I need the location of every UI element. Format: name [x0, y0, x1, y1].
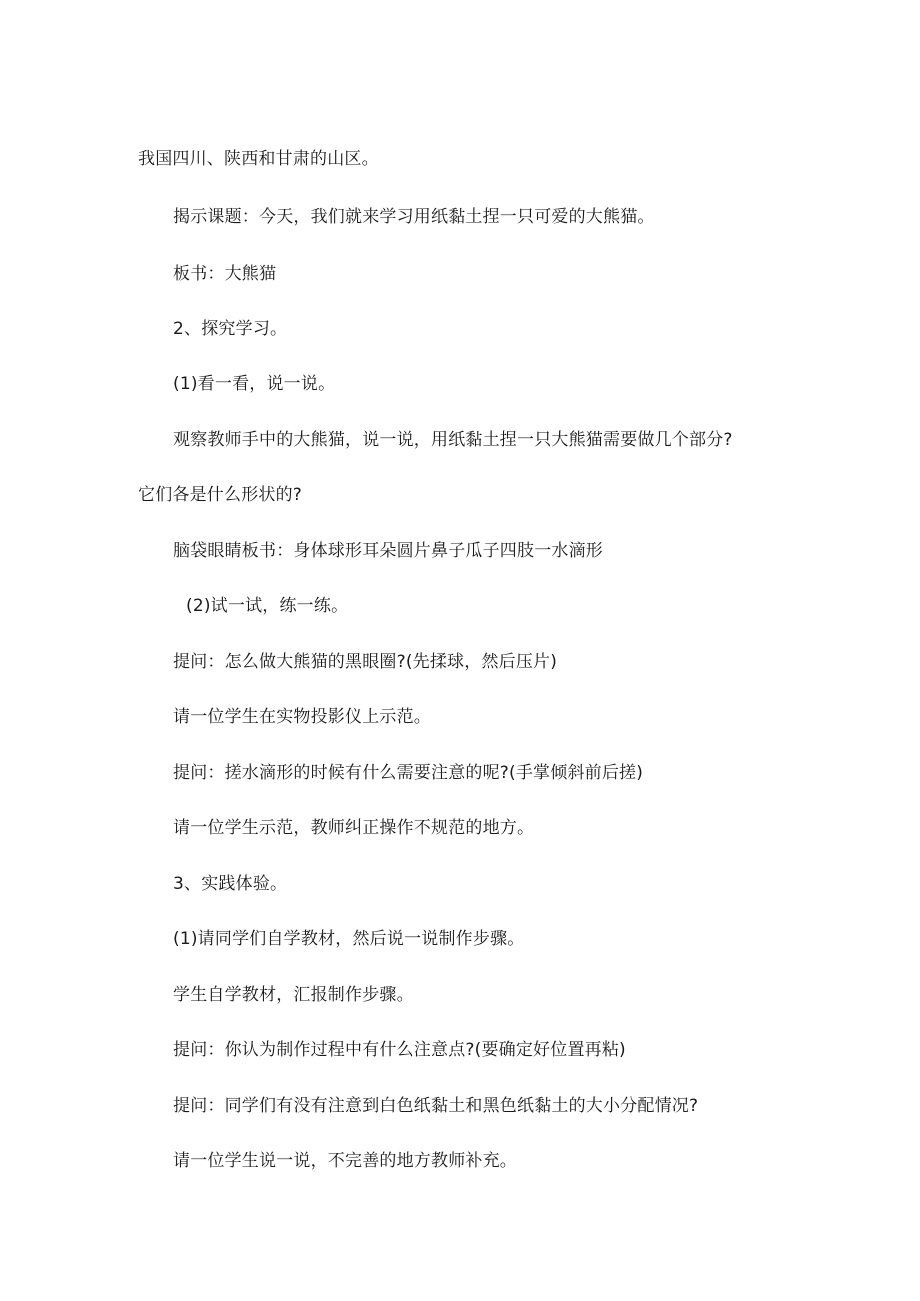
paragraph-blackboard-title: 板书：大熊猫 [173, 264, 277, 284]
subheading-look-and-say: (1)看一看，说一说。 [173, 374, 336, 394]
paragraph-students-report-steps: 学生自学教材，汇报制作步骤。 [173, 985, 414, 1005]
paragraph-question-eye-circle: 提问：怎么做大熊猫的黑眼圈?(先揉球，然后压片) [173, 652, 558, 672]
paragraph-continuation-region: 我国四川、陕西和甘肃的山区。 [138, 149, 379, 169]
paragraph-question-attention: 提问：你认为制作过程中有什么注意点?(要确定好位置再粘) [173, 1040, 626, 1060]
paragraph-reveal-topic: 揭示课题：今天，我们就来学习用纸黏土捏一只可爱的大熊猫。 [173, 207, 655, 227]
section-heading-explore: 2、探究学习。 [173, 319, 288, 339]
section-heading-practice: 3、实践体验。 [173, 874, 288, 894]
subheading-try-and-practice: (2)试一试，练一练。 [186, 596, 349, 616]
paragraph-student-demo-correct: 请一位学生示范，教师纠正操作不规范的地方。 [173, 818, 535, 838]
paragraph-observe-panda: 观察教师手中的大熊猫，说一说，用纸黏土捏一只大熊猫需要做几个部分? [173, 430, 733, 450]
subheading-self-study-steps: (1)请同学们自学教材，然后说一说制作步骤。 [173, 929, 525, 949]
paragraph-observe-panda-cont: 它们各是什么形状的? [138, 485, 303, 505]
paragraph-blackboard-shapes: 脑袋眼睛板书：身体球形耳朵圆片鼻子瓜子四肢一水滴形 [173, 541, 603, 561]
paragraph-question-clay-ratio: 提问：同学们有没有注意到白色纸黏土和黑色纸黏土的大小分配情况? [173, 1096, 699, 1116]
paragraph-student-explain: 请一位学生说一说，不完善的地方教师补充。 [173, 1151, 517, 1171]
paragraph-question-water-drop: 提问：搓水滴形的时候有什么需要注意的呢?(手掌倾斜前后搓) [173, 763, 644, 783]
paragraph-student-demo-projector: 请一位学生在实物投影仪上示范。 [173, 707, 431, 727]
